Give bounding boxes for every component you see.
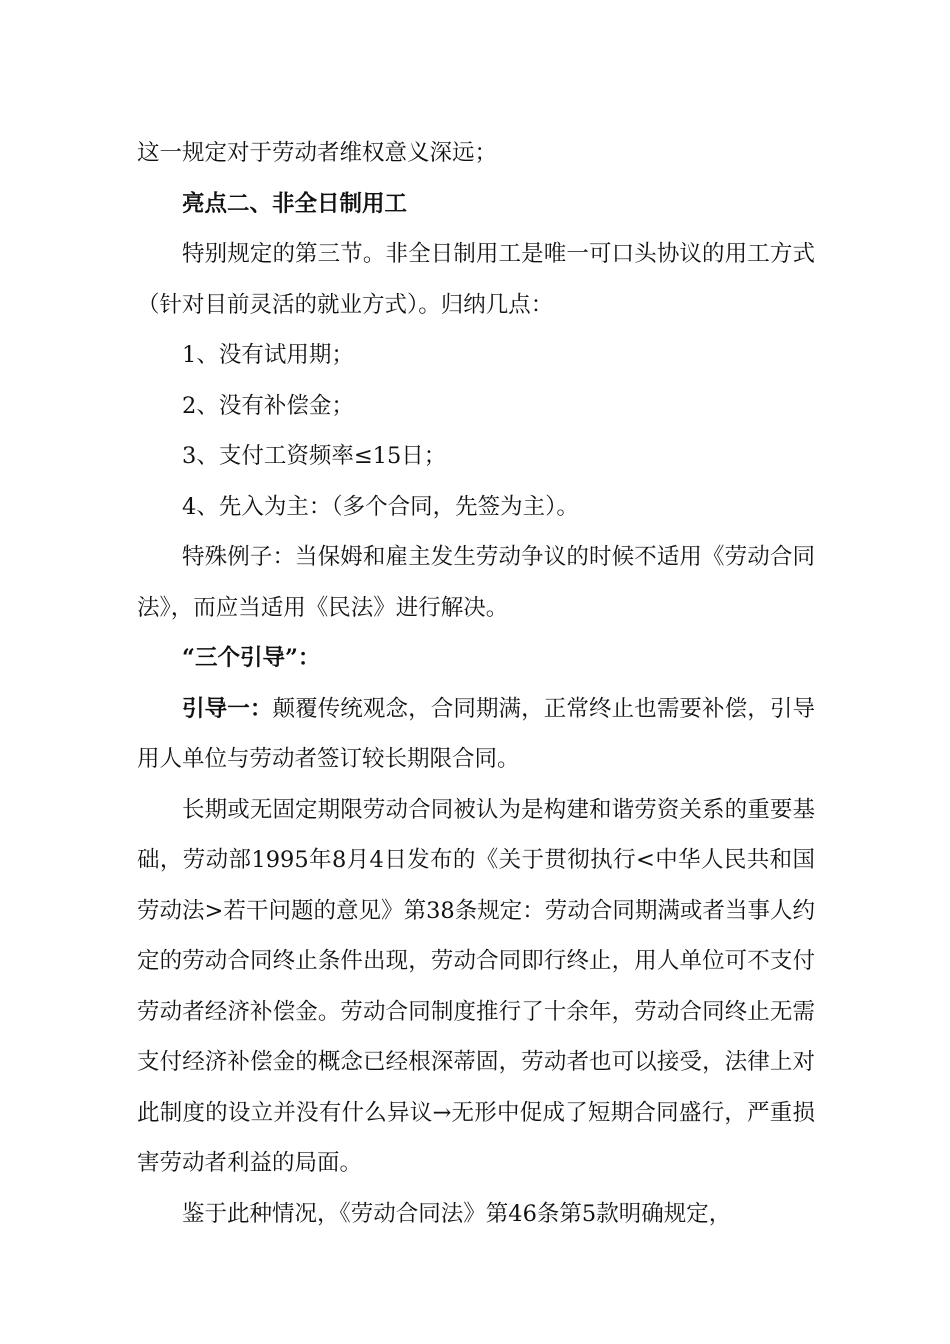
heading-highlight-two: 亮点二、非全日制用工 [182,190,408,217]
paragraph-special-example: 特殊例子：当保姆和雇主发生劳动争议的时候不适用《劳动合同法》，而应当适用《民法》进行解决。 [137,544,815,621]
paragraph-guide-one [137,684,815,785]
paragraph-part-time-intro: 特别规定的第三节。非全日制用工是唯一可口头协议的用工方式（针对目前灵活的就业方式）。归纳几点： [137,241,815,318]
guide-one-label: 引导一： [182,695,273,722]
list-item-first-come: 4、先入为主：（多个合同，先签为主）。 [182,493,579,520]
list-item-no-compensation: 2、没有补偿金； [182,392,354,419]
heading-three-guides: “三个引导”： [182,645,321,671]
list-item-wage-frequency: 3、支付工资频率≤15日； [182,443,447,469]
list-item-no-probation: 1、没有试用期； [182,342,354,368]
guide-one-text: 颠覆传统观念，合同期满，正常终止也需要补偿，引导用人单位与劳动者签订较长期限合同。 [137,695,815,772]
paragraph-article-46: 鉴于此种情况，《劳动合同法》第46条第5款明确规定， [182,1200,732,1227]
paragraph-rights-significance: 这一规定对于劳动者维权意义深远； [137,140,498,166]
document-body [137,128,815,1239]
paragraph-long-term-contracts: 长期或无固定期限劳动合同被认为是构建和谐劳资关系的重要基础，劳动部1995年8月4日发布的《关于贯彻执行<中华人民共和国劳动法>若干问题的意见》第38条规定：劳动合同期满或者当事人约定的劳动合同终止条件出现，劳动合同即行终止，用人单位可不支付劳动者经济补偿金。劳动合同制度推行了十余年，劳动合同终止无需支付经济补偿金的概念已经根深蒂固，劳动者也可以接受，法律上对此制度的设立并没有什么异议→无形中促成了短期合同盛行，严重损害劳动者利益的局面。 [137,796,815,1176]
